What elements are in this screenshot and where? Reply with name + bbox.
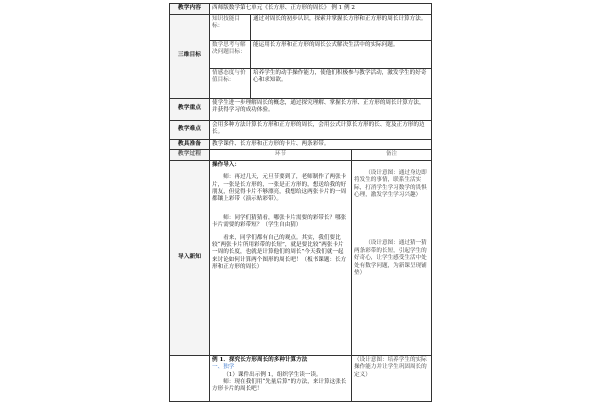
teaching-content-row [170,4,432,15]
prep-label: 教具准备 [170,139,210,150]
design-note: （设计意图：通过猜一猜两条彩带的长短，引起学生的好奇心，让学生感受生活中处处有数学问题，为新课呈现铺垫） [354,240,427,276]
example-note: （设计意图：培养学生的实际操作能力并让学生巩固周长的定义） [352,355,432,401]
intro-paragraph: 看来，同学们都有自己的观点。其实，我们要比较“两张卡片所用彩带的长短”，就是要比较“两张卡片一周的长度，也就是计算他们的周长”今天我们就一起来讨论如何计算两个图形的周长吧！（板书课题：长方形和正方形的周长） [212,234,347,271]
example-title: 例 1．探究长方形周长的多种计算方法 [212,356,308,363]
example-content [210,355,352,401]
design-note: （设计意图：通过身边即将发生的事情，联系生活实际，打消学生学习数学的畏惧心理，激发学生学习兴趣） [354,169,427,199]
intro-title: 操作导入： [212,161,240,168]
goal-text: 通过对周长的初步认识，探索并掌握长方形和正方形的周长计算方法。 [251,14,432,40]
lesson-plan-table [169,3,432,402]
key-points-row [170,98,432,120]
goal-name: 数学思考与解决问题目标： [210,40,251,68]
intro-row [170,160,432,355]
prep-row [170,139,432,150]
example-step: 一、独学 [212,364,235,371]
example-empty-label [170,355,210,401]
goal-row-attitude [170,68,432,98]
example-line: 师：现在我们用“先量后算”的方法，来计算这张长方形卡片的周长吧！ [212,379,347,393]
goal-name: 知识技能目标： [210,14,251,40]
key-points-text: 使学生进一步理解周长的概念，通过探究理解、掌握长方形、正方形的周长计算方法，并获得学习的成功体验。 [210,98,432,120]
example-line: （1）课件出示例 1，组织学生读一读。 [223,371,322,378]
difficulties-text: 会用多种方法计算长方形和正方形的周长，会用公式计算长方形的长、宽及正方形的边长。 [210,120,432,139]
example-row [170,355,432,401]
teaching-content-label: 教学内容 [170,4,210,15]
process-header-row [170,150,432,161]
prep-text: 教学课件、长方形和正方形的卡片、两条彩带。 [210,139,432,150]
teaching-content-text: 西师版数学第七单元《长方形、正方形的周长》 例 1 例 2 [210,4,432,15]
three-dimensional-goals-label: 三维目标 [170,14,210,98]
goal-name: 情感态度与价值目标： [210,68,251,98]
intro-paragraph: 师：同学们猜猜看，哪张卡片需要的彩带长？哪张卡片需要的彩带短？（学生自由猜） [212,214,347,229]
key-points-label: 教学重点 [170,98,210,120]
goal-row-knowledge [170,14,432,40]
column-header-note: 备注 [352,150,432,161]
goal-text: 能运用长方形和正方形的周长公式解决生活中的实际问题。 [251,40,432,68]
column-header-link: 环节 [210,150,352,161]
goal-text: 培养学生的动手操作能力，使他们积极参与教学活动，激发学生的好奇心和求知欲。 [251,68,432,98]
intro-notes [352,160,432,355]
goal-row-thinking [170,40,432,68]
difficulties-label: 教学难点 [170,120,210,139]
intro-paragraph: 师：再过几天，元旦节要到了，老师制作了两张卡片，一张是长方形的，一张是正方形的，想送给我的好朋友，但觉得卡片不够漂亮，我想给这两张卡片的一周都镶上彩带（演示贴彩带）。 [212,174,347,203]
intro-label: 导入新知 [170,160,210,355]
intro-content [210,160,352,355]
difficulties-row [170,120,432,139]
process-label: 教学过程 [170,150,210,161]
